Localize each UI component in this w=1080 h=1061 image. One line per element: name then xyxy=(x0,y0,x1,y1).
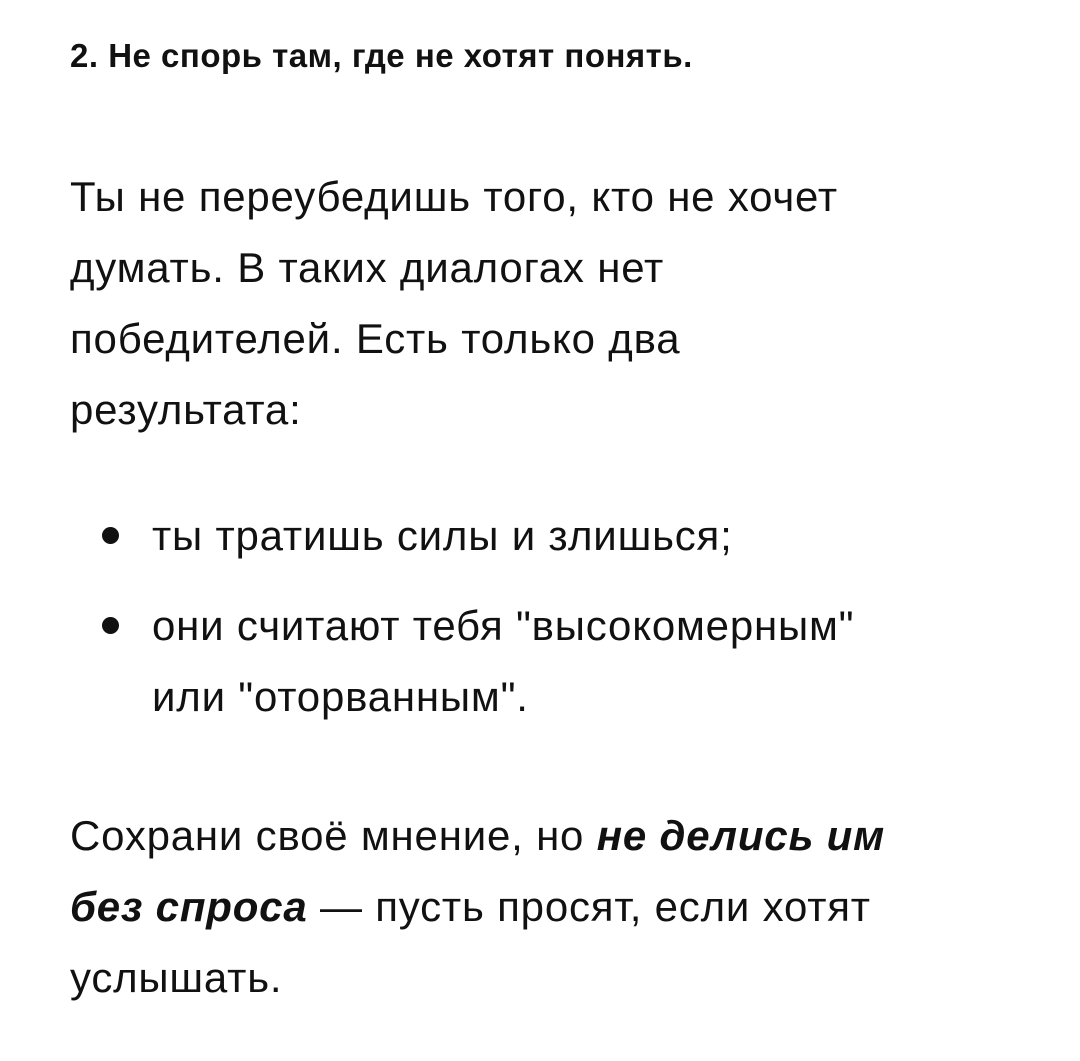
bullet-dot-icon xyxy=(102,617,119,634)
intro-line-4: результата: xyxy=(70,386,302,433)
list-item-line: или "оторванным". xyxy=(152,673,529,720)
bullet-dot-icon xyxy=(102,527,119,544)
conclusion-text: — пусть просят, если хотят xyxy=(307,883,871,930)
conclusion-paragraph xyxy=(70,800,990,1013)
list-item-line: они считают тебя "высокомерным" xyxy=(152,602,855,649)
list-item xyxy=(100,590,854,732)
results-list xyxy=(100,500,854,751)
intro-paragraph xyxy=(70,161,990,445)
list-item xyxy=(100,500,854,571)
conclusion-emphasis: без спроса xyxy=(70,883,308,930)
list-item-line: ты тратишь силы и злишься; xyxy=(152,512,733,559)
section-heading: 2. Не спорь там, где не хотят понять. xyxy=(70,37,693,74)
intro-line-1: Ты не переубедишь того, кто не хочет xyxy=(70,173,838,220)
intro-line-3: победителей. Есть только два xyxy=(70,315,681,362)
intro-line-2: думать. В таких диалогах нет xyxy=(70,244,664,291)
conclusion-line-2 xyxy=(70,871,990,942)
conclusion-line-1 xyxy=(70,800,990,871)
conclusion-line-3: услышать. xyxy=(70,954,283,1001)
conclusion-text: Сохрани своё мнение, но xyxy=(70,812,597,859)
conclusion-emphasis: не делись им xyxy=(596,812,885,859)
